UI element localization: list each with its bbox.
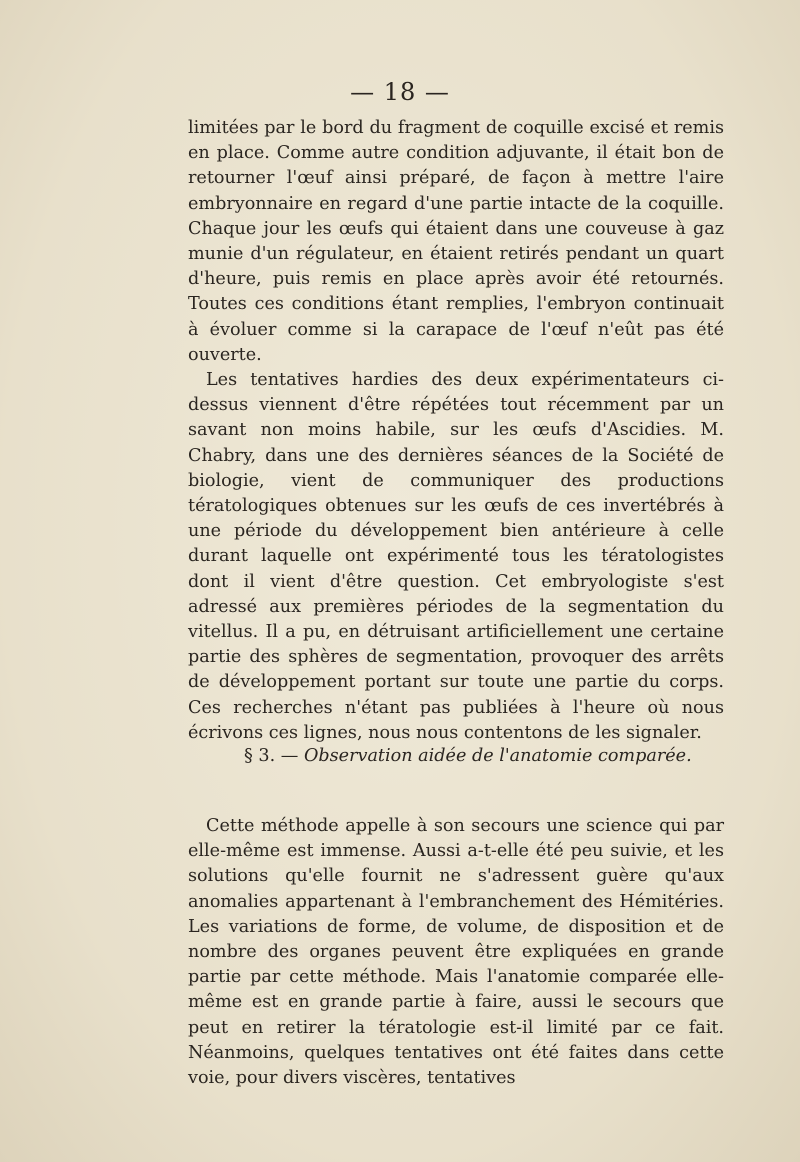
paragraph-method: Cette méthode appelle à son secours une science qui par elle-même est immense. Aussi a-t-elle été peu suivie, et les solutions qu'elle fournit ne s'adressent guère qu'aux anomalies appartenant à l'embranchement des Hémitéries. Les variations de forme, de volume, de disposition et de nombre des organes peuvent être expliquées en grande partie par cette méthode. Mais l'anatomie comparée elle-même est en grande partie à faire, aussi le secours que peut en retirer la tératologie est-il limité par ce fait. Néanmoins, quelques tentatives ont été faites dans cette voie, pour divers viscères, tentatives — [188, 816, 724, 1089]
paragraph-chabry: Les tentatives hardies des deux expérimentateurs ci-dessus viennent d'être répétées tout récemment par un savant non moins habile, sur les œufs d'Ascidies. M. Chabry, dans une des dernières séances de la Société de biologie, vient de communiquer des productions tératologiques obtenues sur les œufs de ces invertébrés à une période du développement bien antérieure à celle durant laquelle ont expérimenté tous les tératologistes dont il vient d'être question. Cet embryologiste s'est adressé aux premières périodes de la segmentation du vitellus. Il a pu, en détruisant artificiellement une certaine partie des sphères de segmentation, provoquer des arrêts de développement portant sur toute une partie du corps. Ces recherches n'étant pas publiées à l'heure où nous écrivons ces lignes, nous nous contentons de les signaler. — [188, 370, 724, 743]
section-title: Observation aidée de l'anatomie comparée. — [303, 746, 692, 766]
paragraph-continuation: limitées par le bord du fragment de coquille excisé et remis en place. Comme autre condition adjuvante, il était bon de retourner l'œuf ainsi préparé, de façon à mettre l'aire embryonnaire en regard d'une partie intacte de la coquille. Chaque jour les œufs qui étaient dans une couveuse à gaz munie d'un régulateur, en étaient retirés pendant un quart d'heure, puis remis en place après avoir été retournés. Toutes ces conditions étant remplies, l'embryon continuait à évoluer comme si la carapace de l'œuf n'eût pas été ouverte. — [188, 118, 724, 365]
section-number: § 3. — — [244, 746, 299, 766]
text-block-upper — [188, 116, 724, 746]
text-block-lower — [188, 814, 724, 1091]
page-number: — 18 — — [350, 78, 450, 106]
section-heading — [244, 744, 764, 769]
